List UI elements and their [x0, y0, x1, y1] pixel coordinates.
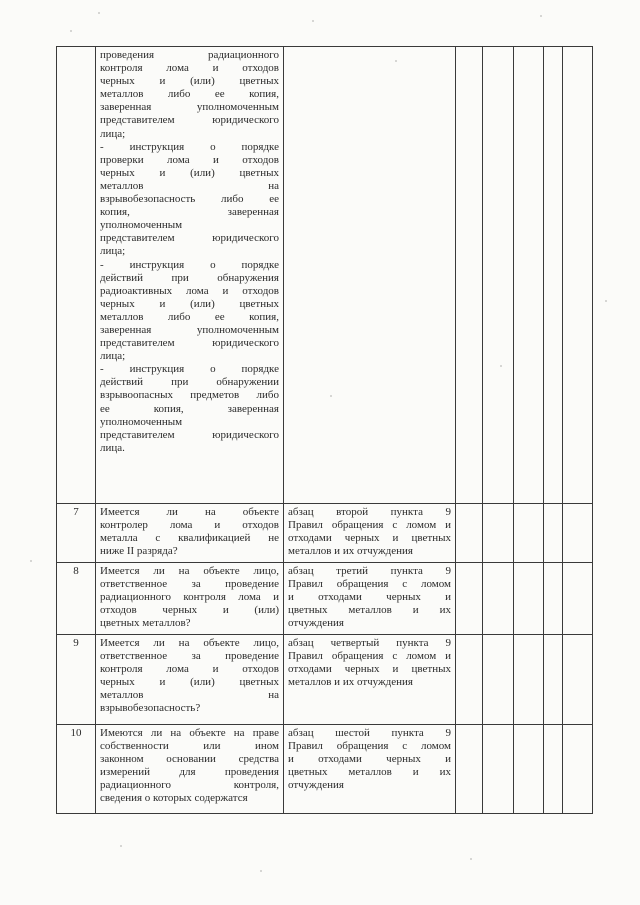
continuation-text-line: проверки лома и отходов — [100, 153, 279, 166]
cell-mark — [483, 47, 514, 504]
continuation-text-line: представителем юридического — [100, 337, 279, 350]
question-text-line: контроля лома и отходов — [100, 663, 279, 676]
continuation-text-line: лица; — [100, 350, 126, 363]
cell-num-empty — [57, 47, 96, 504]
continuation-text-line: черных и (или) цветных — [100, 75, 279, 88]
continuation-text-line: металлов либо ее копия, — [100, 310, 279, 323]
cell-mark — [456, 504, 483, 563]
table-row — [57, 635, 593, 725]
cell-mark — [456, 635, 483, 725]
continuation-text-line: - инструкция о порядке — [100, 140, 279, 153]
cell-mark — [456, 47, 483, 504]
question-text-line: отходов черных и (или) — [100, 604, 279, 617]
reference-text-line: цветных металлов и их — [288, 604, 451, 617]
continuation-text-line: копия, заверенная — [100, 206, 279, 219]
reference-text-line: и отходами черных и — [288, 753, 451, 766]
reference-text-line: Правил обращения с ломом и — [288, 650, 451, 663]
reference-text-line: отчуждения — [288, 779, 344, 792]
continuation-text-line: заверенная уполномоченным — [100, 323, 279, 336]
cell-mark — [544, 563, 563, 635]
reference-text-line: отходами черных и цветных — [288, 663, 451, 676]
continuation-text-line: взрывоопасных предметов либо — [100, 389, 279, 402]
table-row — [57, 563, 593, 635]
continuation-text-line: уполномоченным — [100, 415, 183, 428]
continuation-text-line: металлов либо ее копия, — [100, 88, 279, 101]
question-text-line: контролер лома и отходов — [100, 519, 279, 532]
cell-mark — [514, 47, 544, 504]
question-cell — [96, 563, 284, 635]
cell-mark — [563, 563, 593, 635]
question-cell — [96, 725, 284, 814]
reference-text-line: Правил обращения с ломом и — [288, 519, 451, 532]
reference-text-line: цветных металлов и их — [288, 766, 451, 779]
reference-text-line: абзац четвертый пункта 9 — [288, 637, 451, 649]
continuation-text-line: лица; — [100, 245, 126, 258]
question-text-line: взрывобезопасность? — [100, 702, 201, 715]
continuation-text-line: заверенная уполномоченным — [100, 101, 279, 114]
cell-mark — [563, 635, 593, 725]
cell-mark — [544, 504, 563, 563]
question-text-line: радиационного контроля, — [100, 779, 279, 792]
continuation-text-line: черных и (или) цветных — [100, 166, 279, 179]
reference-text-line: и отходами черных и — [288, 591, 451, 604]
table-row — [57, 504, 593, 563]
row-number: 9 — [57, 635, 96, 725]
continuation-text-line: представителем юридического — [100, 428, 279, 441]
reference-text-line: отчуждения — [288, 617, 344, 630]
reference-text-line: абзац шестой пункта 9 — [288, 727, 451, 739]
question-text-line: собственности или ином — [100, 740, 279, 753]
question-text-line: Имеется ли на объекте лицо, — [100, 565, 279, 577]
continuation-text-line: радиоактивных лома и отходов — [100, 284, 279, 297]
continuation-text-line: контроля лома и отходов — [100, 62, 279, 75]
continuation-text-line: взрывобезопасность либо ее — [100, 193, 279, 206]
continuation-text-line: действий при обнаружении — [100, 376, 279, 389]
question-text-line: ответственное за проведение — [100, 650, 279, 663]
cell-mark — [483, 504, 514, 563]
cell-mark — [563, 725, 593, 814]
cell-mark — [544, 635, 563, 725]
cell-mark — [544, 725, 563, 814]
question-text-line: радиационного контроля лома и — [100, 591, 279, 604]
reference-text-line: металлов и их отчуждения — [288, 676, 413, 689]
reference-cell — [284, 563, 456, 635]
continuation-text-line: действий при обнаружения — [100, 271, 279, 284]
reference-cell — [284, 635, 456, 725]
row-number: 8 — [57, 563, 96, 635]
checklist-table — [56, 46, 593, 814]
row-number: 10 — [57, 725, 96, 814]
question-text-line: металлов на — [100, 689, 279, 702]
question-text-line: Имеется ли на объекте — [100, 506, 279, 518]
reference-text-line: абзац третий пункта 9 — [288, 565, 451, 577]
reference-cell — [284, 725, 456, 814]
continuation-text-line: черных и (или) цветных — [100, 297, 279, 310]
reference-text-line: отходами черных и цветных — [288, 532, 451, 545]
continuation-text-cell — [96, 47, 284, 504]
continuation-row — [57, 47, 593, 504]
cell-mark — [563, 47, 593, 504]
cell-mark — [514, 725, 544, 814]
cell-mark — [456, 725, 483, 814]
reference-text-line: Правил обращения с ломом — [288, 578, 451, 591]
question-text-line: измерений для проведения — [100, 766, 279, 779]
question-text-line: Имеется ли на объекте лицо, — [100, 637, 279, 649]
question-text-line: законном основании средства — [100, 753, 279, 766]
table-row — [57, 725, 593, 814]
question-text-line: Имеются ли на объекте на праве — [100, 727, 279, 739]
cell-mark — [514, 635, 544, 725]
question-text-line: черных и (или) цветных — [100, 676, 279, 689]
question-text-line: цветных металлов? — [100, 617, 191, 630]
continuation-text-line: лица. — [100, 441, 125, 454]
question-text-line: сведения о которых содержатся — [100, 792, 248, 805]
cell-mark — [456, 563, 483, 635]
continuation-text-line: - инструкция о порядке — [100, 258, 279, 271]
reference-text-line: абзац второй пункта 9 — [288, 506, 451, 518]
cell-ref-empty — [284, 47, 456, 504]
continuation-text-line: лица; — [100, 127, 126, 140]
cell-mark — [514, 504, 544, 563]
row-number: 7 — [57, 504, 96, 563]
reference-cell — [284, 504, 456, 563]
question-text-line: ниже II разряда? — [100, 545, 178, 558]
continuation-text-line: проведения радиационного — [100, 49, 279, 61]
continuation-text-line: уполномоченным — [100, 219, 183, 232]
continuation-text-line: представителем юридического — [100, 114, 279, 127]
cell-mark — [483, 725, 514, 814]
continuation-text-line: ее копия, заверенная — [100, 402, 279, 415]
question-text-line: ответственное за проведение — [100, 578, 279, 591]
cell-mark — [544, 47, 563, 504]
continuation-text-line: - инструкция о порядке — [100, 363, 279, 376]
cell-mark — [514, 563, 544, 635]
reference-text-line: Правил обращения с ломом — [288, 740, 451, 753]
cell-mark — [483, 635, 514, 725]
question-cell — [96, 635, 284, 725]
reference-text-line: металлов и их отчуждения — [288, 545, 413, 558]
continuation-text-line: представителем юридического — [100, 232, 279, 245]
cell-mark — [563, 504, 593, 563]
question-text-line: металла с квалификацией не — [100, 532, 279, 545]
question-cell — [96, 504, 284, 563]
continuation-text-line: металлов на — [100, 179, 279, 192]
cell-mark — [483, 563, 514, 635]
